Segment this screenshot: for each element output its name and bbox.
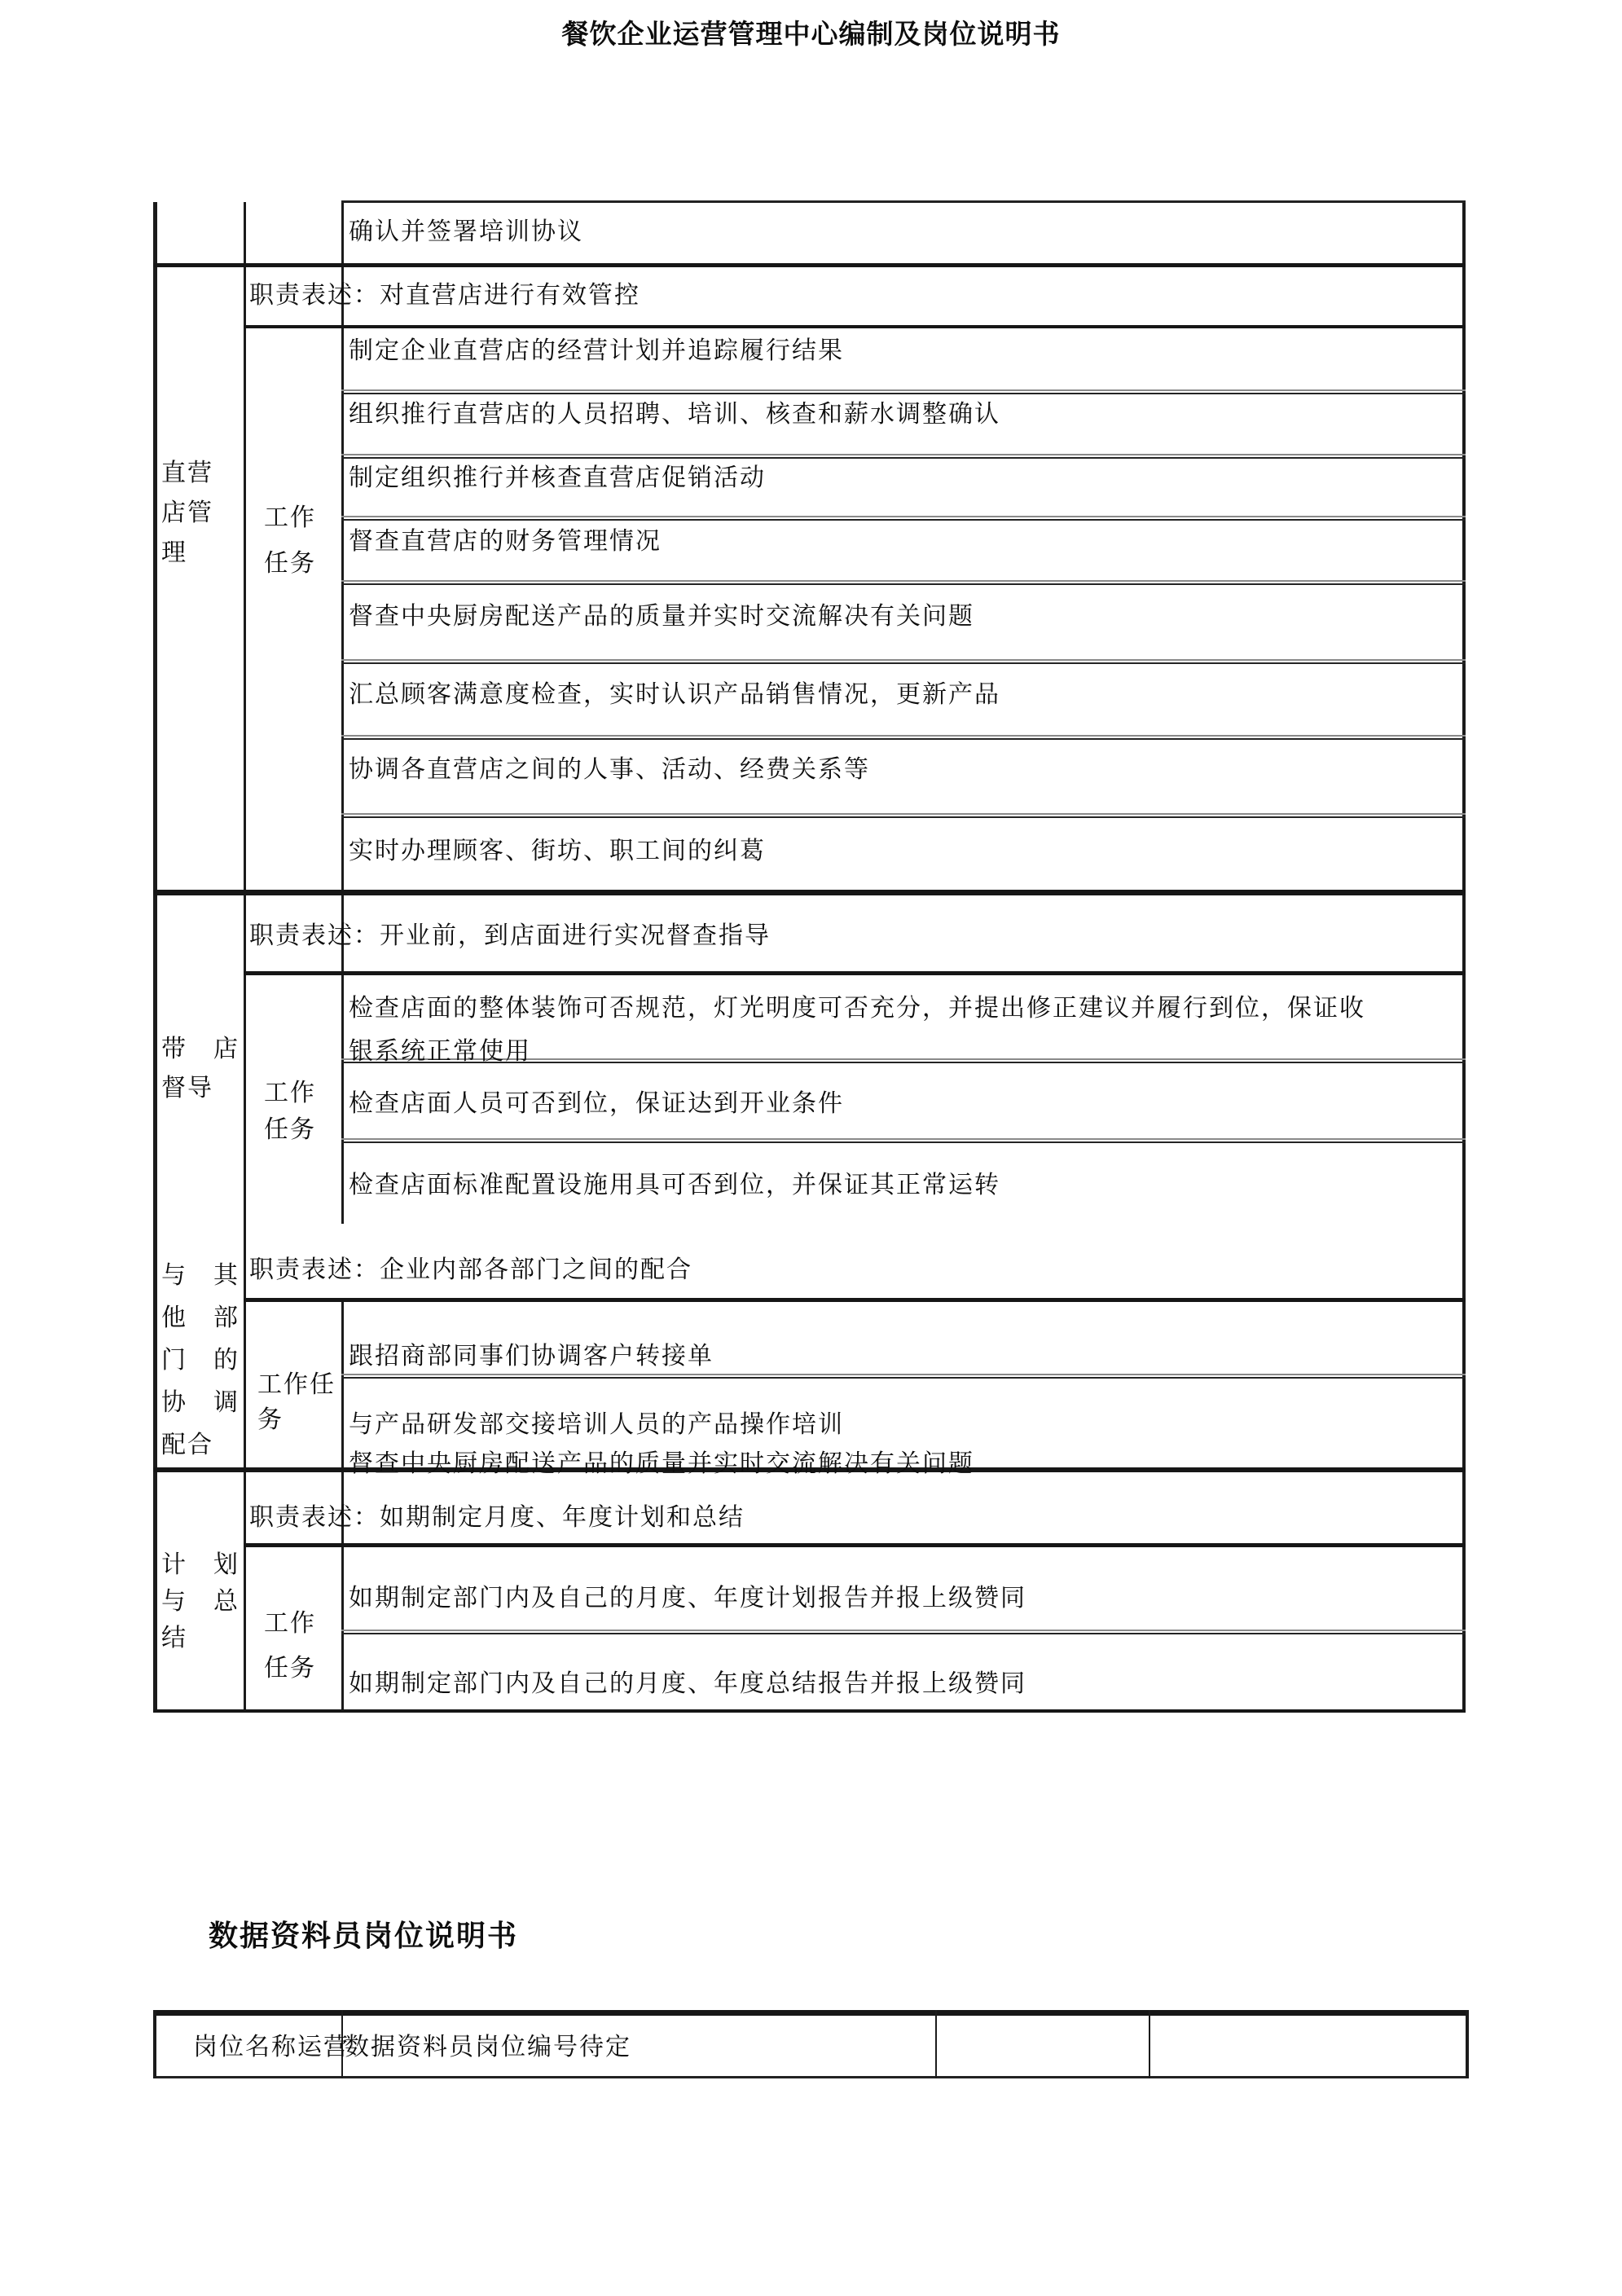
table-border-bottom [153,1709,1466,1713]
table2-border-col2 [935,2010,937,2078]
task-cell: 协调各直营店之间的人事、活动、经费关系等 [349,756,870,783]
task-cell: 组织推行直营店的人员招聘、培训、核查和薪水调整确认 [349,401,1000,428]
task-cell: 跟招商部同事们协调客户转接单 [349,1343,714,1370]
task-cell: 如期制定部门内及自己的月度、年度计划报告并报上级赞同 [349,1585,1026,1612]
duty-cell: 职责表述：如期制定月度、年度计划和总结 [249,1504,745,1531]
section-category-cell: 计 划 与 总 结 [161,1551,240,1652]
task-divider [341,1374,1466,1379]
task-divider [341,735,1466,740]
row-divider [244,1298,1466,1302]
table2-border-bottom [153,2076,1469,2078]
duty-cell: 职责表述：对直营店进行有效管控 [249,282,640,309]
task-label-cell: 工作任 务 [257,1371,336,1433]
task-cell: 制定企业直营店的经营计划并追踪履行结果 [349,337,844,364]
task-label-cell: 工作 任务 [264,1610,316,1682]
task-divider [341,580,1466,585]
section-category-cell: 与 其 他 部 门 的 协 调 配合 [161,1262,240,1458]
table2-cell-position-name: 岗位名称运营 [193,2034,349,2061]
table-border-top [341,200,1466,203]
task-cell: 检查店面人员可否到位，保证达到开业条件 [349,1090,844,1117]
row-divider [244,1543,1466,1547]
task-cell: 如期制定部门内及自己的月度、年度总结报告并报上级赞同 [349,1670,1026,1697]
task-label-cell: 工作 任务 [264,504,316,577]
carryover-task-cell: 确认并签署培训协议 [349,218,583,245]
table2-border-col3 [1149,2010,1150,2078]
task-cell: 检查店面标准配置设施用具可否到位，并保证其正常运转 [349,1172,1000,1199]
task-divider [341,454,1466,459]
table2-border-left [153,2010,156,2078]
task-divider [341,659,1466,664]
task-cell: 督查中央厨房配送产品的质量并实时交流解决有关问题 [349,603,974,630]
table-border-right [1462,202,1466,1713]
section-category-cell: 直营 店管 理 [161,460,213,566]
task-divider [341,1138,1466,1143]
section-heading: 数据资料员岗位说明书 [209,1920,519,1952]
page-title: 餐饮企业运营管理中心编制及岗位说明书 [561,20,1061,50]
task-divider [341,516,1466,521]
task-cell: 与产品研发部交接培训人员的产品操作培训 督查中央厨房配送产品的质量并实时交流解决有关问题 [349,1411,974,1477]
task-divider [341,1630,1466,1634]
task-cell: 检查店面的整体装饰可否规范，灯光明度可否充分，并提出修正建议并履行到位，保证收 银系统正常使用 [349,995,1365,1065]
task-label-cell: 工作 任务 [264,1080,316,1143]
task-cell: 实时办理顾客、街坊、职工间的纠葛 [349,838,766,864]
row-divider [244,325,1466,328]
task-cell: 汇总顾客满意度检查，实时认识产品销售情况，更新产品 [349,681,1000,708]
row-divider [244,971,1466,975]
row-divider [153,263,1466,267]
table-border-col2-upper [341,202,344,1224]
table2-border-top [153,2010,1469,2016]
duty-cell: 职责表述：企业内部各部门之间的配合 [249,1256,692,1283]
table-border-left [153,202,157,1713]
task-divider [341,389,1466,394]
table2-cell-position-code: 数据资料员岗位编号待定 [345,2034,631,2061]
table2-border-right [1466,2010,1469,2078]
duty-cell: 职责表述：开业前，到店面进行实况督查指导 [249,922,771,949]
section-divider [153,890,1466,895]
task-cell: 督查直营店的财务管理情况 [349,528,662,555]
task-cell: 制定组织推行并核查直营店促销活动 [349,464,766,491]
table-border-col1 [244,202,246,1713]
section-category-cell: 带 店 督导 [161,1036,240,1102]
task-divider [341,813,1466,818]
